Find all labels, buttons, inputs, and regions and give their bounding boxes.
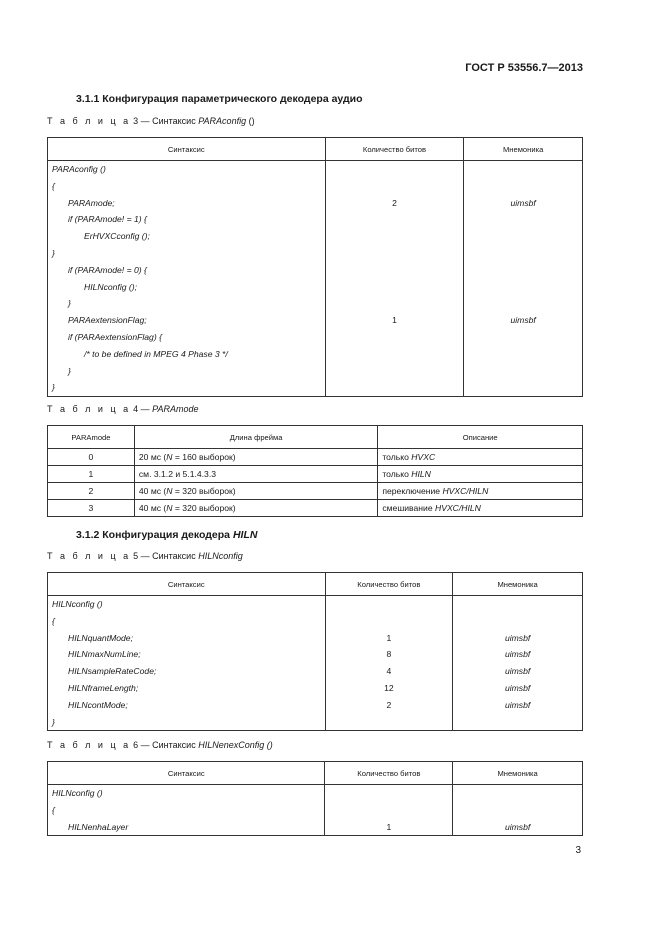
mnemonic-value — [453, 596, 582, 613]
table-4-caption — [47, 404, 198, 414]
frame-length-cell — [134, 449, 377, 466]
description-cell — [378, 466, 583, 483]
table-5-caption — [47, 551, 243, 561]
bits-value — [326, 178, 464, 195]
mnemonic-value — [464, 262, 582, 279]
table-name: HILNconfig — [198, 551, 243, 561]
description-codec: HILN — [411, 469, 431, 479]
mnemonic-cell — [453, 785, 583, 836]
syntax-line: PARAmode; — [68, 197, 115, 208]
table-6-caption — [47, 740, 273, 750]
mnemonic-value — [464, 178, 582, 195]
table-row — [48, 449, 583, 466]
bits-value: 4 — [386, 666, 392, 677]
column-header-mnemonic: Мнемоника — [464, 138, 583, 161]
table-3-caption — [47, 116, 255, 126]
mnemonic-value: uimsbf — [504, 821, 531, 832]
frame-length-cell — [134, 500, 377, 517]
column-header-bits: Количество битов — [325, 762, 453, 785]
mnemonic-value — [464, 346, 582, 363]
mnemonic-value: uimsbf — [510, 197, 536, 208]
table-label: Т а б л и ц а — [47, 404, 131, 414]
syntax-line: } — [52, 247, 55, 258]
mnemonic-value: uimsbf — [504, 682, 531, 693]
mnemonic-value — [464, 161, 582, 178]
section-3-1-2-title — [76, 529, 257, 541]
bits-value — [326, 329, 464, 346]
table-4 — [47, 425, 583, 517]
syntax-line: } — [52, 382, 55, 393]
table-name-suffix: () — [246, 116, 255, 126]
syntax-line: { — [52, 804, 55, 815]
description-cell — [378, 500, 583, 517]
syntax-cell — [48, 161, 326, 397]
description-text: смешивание — [382, 503, 435, 513]
frame-length-text-end: = 320 выборок) — [172, 503, 236, 513]
description-cell — [378, 483, 583, 500]
table-6 — [47, 761, 583, 836]
description-text: только — [382, 452, 412, 462]
table-name: HILNenexConfig () — [198, 740, 273, 750]
syntax-line: HILNconfig () — [52, 788, 103, 798]
description-cell — [378, 449, 583, 466]
frame-length-text: 40 мс ( — [138, 486, 167, 496]
mnemonic-value — [464, 245, 582, 262]
paramode-cell: 0 — [48, 449, 135, 466]
page-number: 3 — [575, 845, 581, 856]
syntax-line: PARAconfig () — [52, 164, 106, 174]
description-text: переключение — [382, 486, 443, 496]
column-header-frame-length: Длина фрейма — [134, 426, 377, 449]
table-label: Т а б л и ц а — [47, 740, 131, 750]
column-header-syntax: Синтаксис — [48, 138, 326, 161]
table-3 — [47, 137, 583, 397]
frame-length-cell — [134, 466, 377, 483]
bits-cell — [325, 785, 453, 836]
table-row — [48, 483, 583, 500]
bits-value — [326, 714, 453, 731]
syntax-line: } — [52, 716, 55, 727]
bits-value: 1 — [392, 315, 397, 326]
description-codec: HVXC/HILN — [442, 486, 489, 496]
bits-value: 1 — [386, 632, 392, 643]
syntax-cell — [48, 596, 326, 731]
mnemonic-cell — [464, 161, 583, 397]
mnemonic-value: uimsbf — [504, 632, 531, 643]
mnemonic-value — [464, 295, 582, 312]
bits-value — [326, 379, 464, 396]
bits-value: 2 — [392, 197, 397, 208]
frame-length-text: см. 3.1.2 и 5.1.4.3.3 — [138, 469, 216, 479]
table-5 — [47, 572, 583, 731]
syntax-line: ErHVXCconfig (); — [84, 231, 150, 242]
mnemonic-value — [464, 279, 582, 296]
bits-value — [325, 802, 452, 819]
mnemonic-value: uimsbf — [504, 699, 531, 710]
mnemonic-value — [453, 714, 582, 731]
table-number-text: 3 — Синтаксис — [130, 116, 199, 126]
frame-length-text-end: = 320 выборок) — [172, 486, 236, 496]
bits-value — [326, 613, 453, 630]
bits-value — [326, 245, 464, 262]
description-codec: HVXC — [411, 452, 436, 462]
bits-value: 1 — [386, 821, 392, 832]
syntax-line: } — [68, 365, 71, 376]
mnemonic-value — [453, 785, 582, 802]
syntax-line: HILNmaxNumLine; — [68, 649, 141, 660]
syntax-line: HILNenhaLayer — [68, 821, 129, 832]
frame-length-cell — [134, 483, 377, 500]
mnemonic-value — [464, 228, 582, 245]
frame-length-variable: N — [166, 452, 173, 462]
description-text: только — [382, 469, 412, 479]
syntax-cell — [48, 785, 325, 836]
syntax-line: PARAextensionFlag; — [68, 315, 147, 326]
syntax-line: HILNcontMode; — [68, 699, 128, 710]
syntax-line: HILNquantMode; — [68, 632, 133, 643]
table-label: Т а б л и ц а — [47, 551, 131, 561]
bits-value — [326, 596, 453, 613]
bits-value: 12 — [384, 682, 394, 693]
table-row — [48, 500, 583, 517]
column-header-description: Описание — [378, 426, 583, 449]
table-label: Т а б л и ц а — [47, 116, 131, 126]
mnemonic-value — [453, 802, 582, 819]
section-title-text: 3.1.2 Конфигурация декодера — [76, 529, 233, 541]
column-header-mnemonic: Мнемоника — [453, 573, 583, 596]
table-number-text: 5 — Синтаксис — [130, 551, 199, 561]
bits-value: 2 — [386, 699, 392, 710]
column-header-syntax: Синтаксис — [48, 762, 325, 785]
paramode-cell: 1 — [48, 466, 135, 483]
paramode-cell: 3 — [48, 500, 135, 517]
syntax-line: if (PARAmode! = 0) { — [68, 264, 147, 275]
bits-cell — [325, 596, 453, 731]
table-row — [48, 466, 583, 483]
bits-value — [326, 346, 464, 363]
syntax-line: HILNconfig () — [52, 599, 103, 609]
bits-value — [326, 295, 464, 312]
section-3-1-1-title: 3.1.1 Конфигурация параметрического декодера аудио — [76, 93, 363, 105]
table-name: PARAmode — [152, 404, 199, 414]
column-header-syntax: Синтаксис — [48, 573, 326, 596]
syntax-line: if (PARAmode! = 1) { — [68, 214, 147, 225]
bits-value — [326, 363, 464, 380]
syntax-line: HILNframeLength; — [68, 682, 139, 693]
syntax-line: { — [52, 615, 55, 626]
description-codec: HVXC/HILN — [435, 503, 481, 513]
bits-value — [326, 279, 464, 296]
column-header-bits: Количество битов — [325, 573, 453, 596]
syntax-line: { — [52, 180, 55, 191]
table-number-text: 6 — Синтаксис — [130, 740, 199, 750]
syntax-line: /* to be defined in MPEG 4 Phase 3 */ — [84, 348, 228, 359]
column-header-bits: Количество битов — [325, 138, 464, 161]
bits-value — [325, 785, 452, 802]
bits-value: 8 — [386, 649, 392, 660]
bits-value — [326, 228, 464, 245]
section-title-italic: HILN — [232, 529, 258, 541]
frame-length-variable: N — [166, 486, 173, 496]
document-header: ГОСТ Р 53556.7—2013 — [465, 62, 583, 74]
mnemonic-value: uimsbf — [504, 649, 531, 660]
bits-value — [326, 211, 464, 228]
column-header-mnemonic: Мнемоника — [453, 762, 583, 785]
frame-length-text: 40 мс ( — [138, 503, 167, 513]
syntax-line: HILNsampleRateCode; — [68, 666, 157, 677]
paramode-cell: 2 — [48, 483, 135, 500]
frame-length-variable: N — [166, 503, 173, 513]
frame-length-text: 20 мс ( — [138, 452, 167, 462]
mnemonic-value — [464, 363, 582, 380]
bits-cell — [325, 161, 464, 397]
table-number-text: 4 — — [130, 404, 153, 414]
mnemonic-value — [464, 211, 582, 228]
mnemonic-value — [453, 613, 582, 630]
syntax-line: } — [68, 298, 71, 309]
syntax-line: HILNconfig (); — [84, 281, 138, 292]
frame-length-text-end: = 160 выборок) — [172, 452, 236, 462]
syntax-line: if (PARAextensionFlag) { — [68, 331, 162, 342]
table-name: PARAconfig — [198, 116, 247, 126]
mnemonic-value: uimsbf — [510, 315, 536, 326]
mnemonic-value: uimsbf — [504, 666, 531, 677]
mnemonic-value — [464, 329, 582, 346]
mnemonic-cell — [453, 596, 583, 731]
bits-value — [326, 262, 464, 279]
column-header-paramode: PARAmode — [48, 426, 135, 449]
mnemonic-value — [464, 379, 582, 396]
bits-value — [326, 161, 464, 178]
